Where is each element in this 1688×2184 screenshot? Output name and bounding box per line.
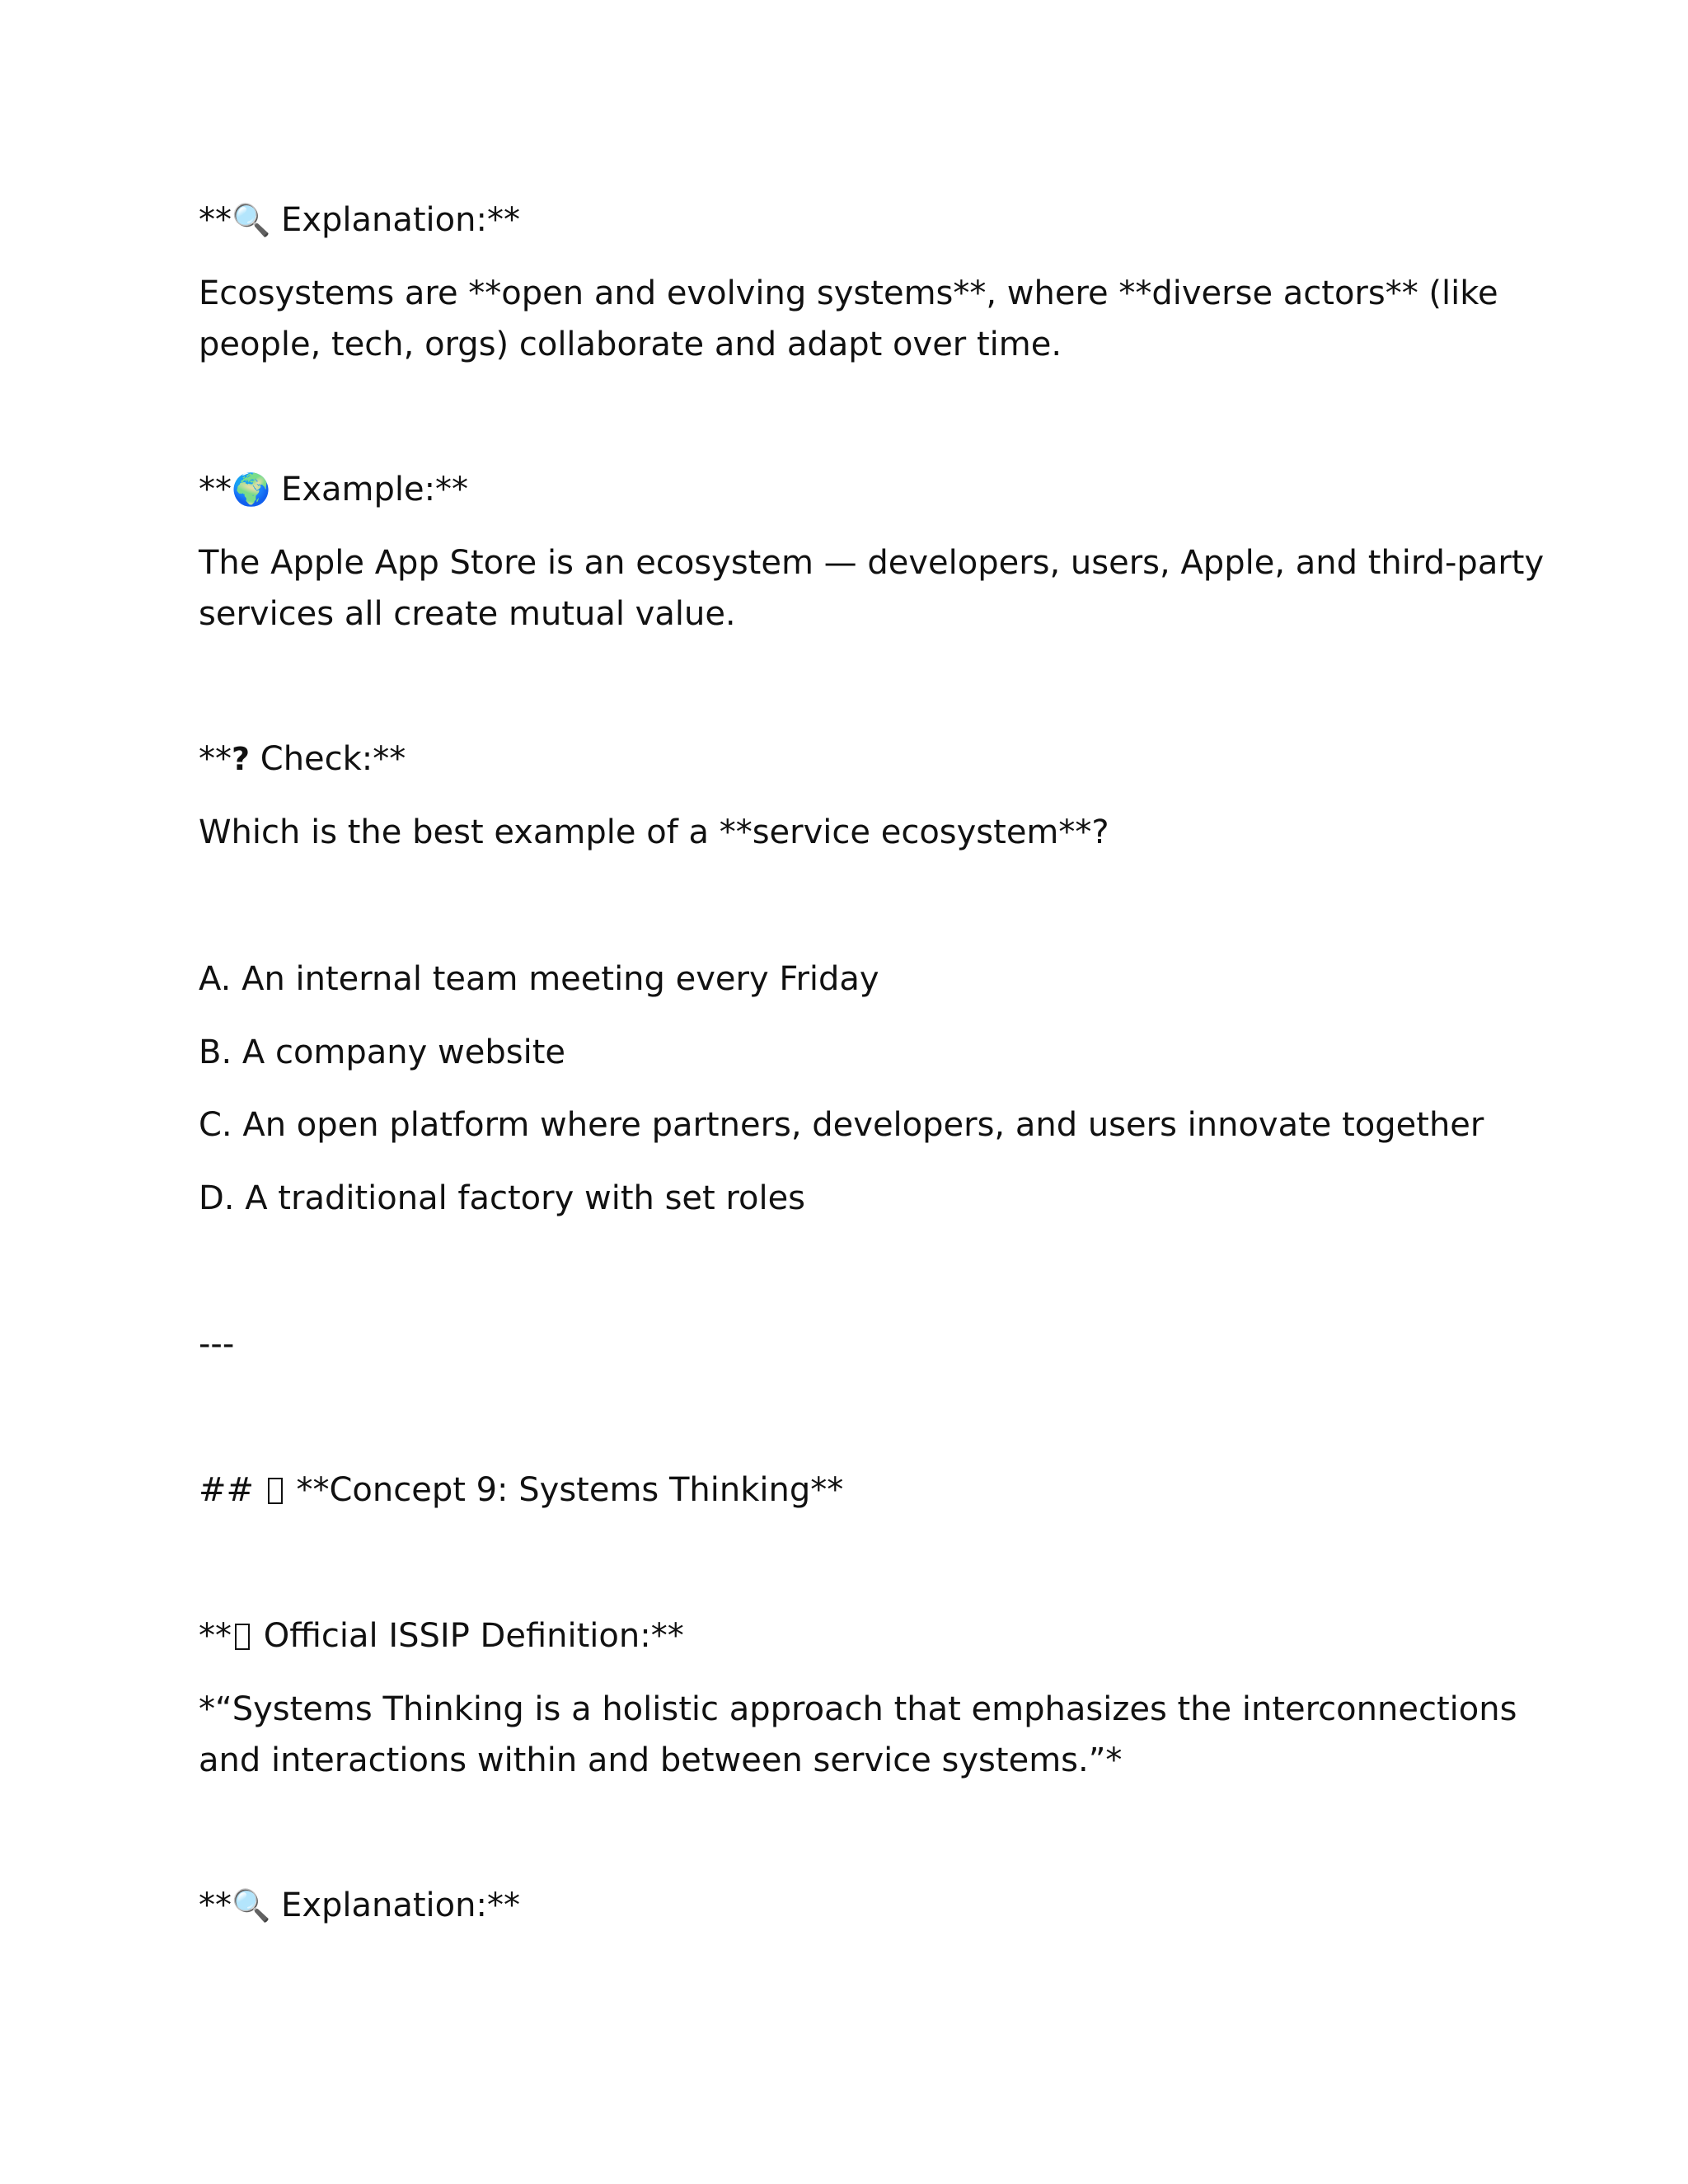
heading-marker: ## [199,1471,265,1509]
concept-heading [199,1465,843,1516]
missing-glyph-icon [268,1478,283,1504]
question-mark-icon: ? [232,741,251,777]
concept-title: **Concept 9: Systems Thinking** [285,1471,844,1509]
explanation-body-line-2: people, tech, orgs) collaborate and adapt over time. [199,326,1062,363]
explanation-heading-2 [199,1880,520,1931]
bold-marker: ** [199,740,232,778]
separator: --- [199,1325,235,1363]
option-a: A. An internal team meeting every Friday [199,960,879,998]
bold-marker: ** [199,1617,232,1655]
definition-heading [199,1610,684,1661]
definition-line-1: *“Systems Thinking is a holistic approach that emphasizes the interconnections [199,1690,1517,1728]
globe-icon: 🌍 [232,471,271,508]
bold-marker: ** [199,471,232,509]
bold-marker: ** [199,201,232,239]
definition-line-2: and interactions within and between service systems.”* [199,1741,1123,1779]
option-c: C. An open platform where partners, developers, and users innovate together [199,1106,1484,1144]
magnifier-icon: 🔍 [232,1887,271,1924]
heading-label: Official ISSIP Definition:** [253,1617,684,1655]
option-d: D. A traditional factory with set roles [199,1179,806,1217]
option-b: B. A company website [199,1033,565,1071]
check-question: Which is the best example of a **service ecosystem**? [199,813,1109,851]
heading-label: Example:** [270,471,469,509]
missing-glyph-icon [235,1624,250,1650]
check-heading [199,733,406,785]
example-body-line-2: services all create mutual value. [199,595,736,633]
example-heading [199,464,468,515]
bold-marker: ** [199,1886,232,1924]
explanation-body-line-1: Ecosystems are **open and evolving systems**, where **diverse actors** (like [199,274,1498,312]
heading-label: Check:** [250,740,406,778]
heading-label: Explanation:** [270,1886,520,1924]
heading-label: Explanation:** [270,201,520,239]
magnifier-icon: 🔍 [232,202,271,238]
example-body-line-1: The Apple App Store is an ecosystem — developers, users, Apple, and third-party [199,544,1545,582]
explanation-heading [199,194,520,246]
